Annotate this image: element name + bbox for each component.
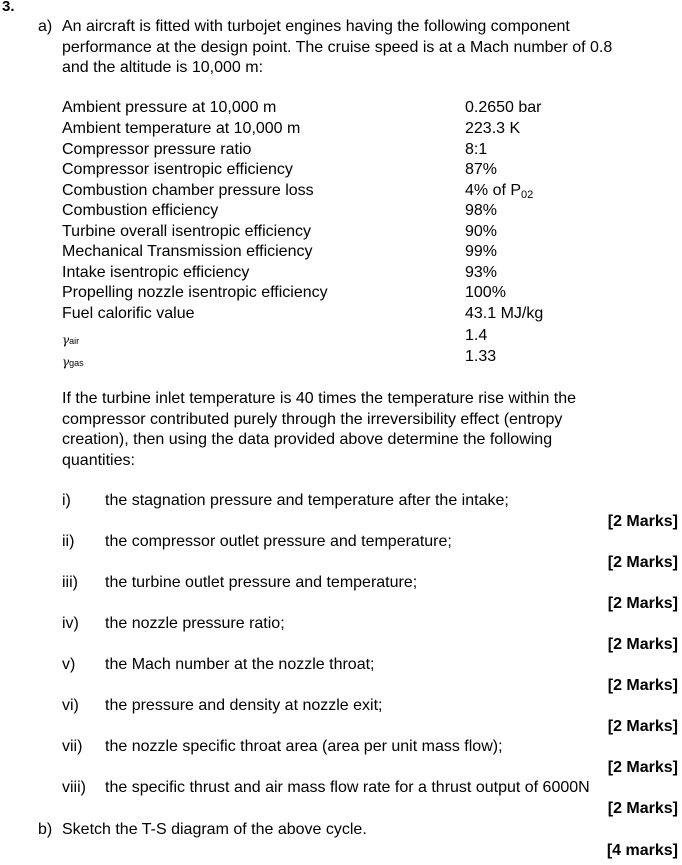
param-value: 93% (465, 264, 498, 281)
param-value: 0.2650 bar (465, 99, 542, 116)
param-value: 43.1 MJ/kg (465, 305, 544, 322)
subquestion-index: viii) (62, 779, 86, 796)
param-value: 100% (465, 284, 506, 301)
param-value: 90% (465, 223, 498, 240)
intro-line: and the altitude is 10,000 m: (62, 59, 264, 76)
gamma-symbol: γ (62, 355, 70, 369)
subquestion-text: the Mach number at the nozzle throat; (105, 656, 375, 673)
subquestion-text: the compressor outlet pressure and temperature; (105, 533, 452, 550)
paragraph-line: If the turbine inlet temperature is 40 times the temperature rise within the (62, 390, 577, 407)
gamma-gas-value: 1.33 (465, 348, 497, 365)
gamma-symbol: γ (62, 333, 70, 347)
intro-line: An aircraft is fitted with turbojet engines having the following component (62, 18, 570, 35)
param-label: Turbine overall isentropic efficiency (62, 223, 312, 240)
marks-label: [2 Marks] (607, 800, 678, 817)
subquestion-text: the specific thrust and air mass flow rate for a thrust output of 6000N (105, 779, 590, 796)
subquestion-index: iv) (62, 615, 79, 632)
subquestion-text: the stagnation pressure and temperature after the intake; (105, 492, 509, 509)
paragraph-line: compressor contributed purely through the irreversibility effect (entropy (62, 410, 563, 428)
subquestion-index: iii) (62, 574, 78, 591)
param-label: Combustion efficiency (62, 202, 219, 219)
paragraph-line: quantities: (62, 451, 135, 469)
subquestion-text: the pressure and density at nozzle exit; (105, 697, 383, 714)
param-value: 87% (465, 161, 498, 178)
param-label: Compressor isentropic efficiency (62, 161, 293, 178)
subquestion-text: the turbine outlet pressure and temperature; (105, 574, 418, 591)
marks-label: [2 Marks] (607, 513, 678, 530)
subquestion-text: the nozzle pressure ratio; (105, 615, 285, 632)
subquestion-index: v) (62, 656, 76, 673)
marks-label: [2 Marks] (607, 595, 678, 612)
gamma-air-value: 1.4 (465, 327, 488, 344)
param-value (465, 182, 533, 201)
part-b-text: Sketch the T-S diagram of the above cycle. (62, 821, 367, 838)
part-a-label: a) (38, 18, 53, 35)
param-value: 99% (465, 243, 498, 260)
marks-label: [2 Marks] (607, 759, 678, 776)
param-label: Ambient pressure at 10,000 m (62, 99, 277, 116)
subquestion-index: vii) (62, 738, 83, 755)
part-b-label: b) (38, 821, 53, 838)
param-value-text: 4% of P (465, 182, 522, 199)
gamma-air-label (62, 331, 79, 349)
instruction-paragraph (62, 389, 674, 471)
subquestion-index: ii) (62, 533, 75, 550)
paragraph-line: creation), then using the data provided above determine the following (62, 431, 553, 448)
part-a-intro (62, 17, 674, 79)
marks-label: [2 Marks] (607, 554, 678, 571)
param-label: Propelling nozzle isentropic efficiency (62, 284, 328, 301)
subquestion-index: vi) (62, 697, 79, 714)
param-label: Intake isentropic efficiency (62, 264, 250, 281)
param-value: 223.3 K (465, 120, 521, 137)
param-value: 8:1 (465, 141, 488, 158)
subquestion-index: i) (62, 492, 71, 509)
param-label: Ambient temperature at 10,000 m (62, 120, 301, 137)
param-label: Compressor pressure ratio (62, 141, 252, 158)
marks-label: [2 Marks] (607, 718, 678, 735)
param-label: Mechanical Transmission efficiency (62, 243, 313, 260)
part-b-marks: [4 marks] (606, 842, 678, 859)
param-value-subscript: 02 (521, 189, 534, 201)
intro-line: performance at the design point. The cruise speed is at a Mach number of 0.8 (62, 38, 613, 56)
param-label: Combustion chamber pressure loss (62, 182, 314, 199)
gamma-subscript: air (69, 336, 80, 346)
marks-label: [2 Marks] (607, 677, 678, 694)
param-value: 98% (465, 202, 498, 219)
question-number: 3. (2, 0, 15, 15)
gamma-gas-label (62, 353, 84, 371)
marks-label: [2 Marks] (607, 636, 678, 653)
subquestion-text: the nozzle specific throat area (area per unit mass flow); (105, 738, 503, 755)
param-label: Fuel calorific value (62, 305, 195, 322)
gamma-subscript: gas (69, 358, 84, 368)
